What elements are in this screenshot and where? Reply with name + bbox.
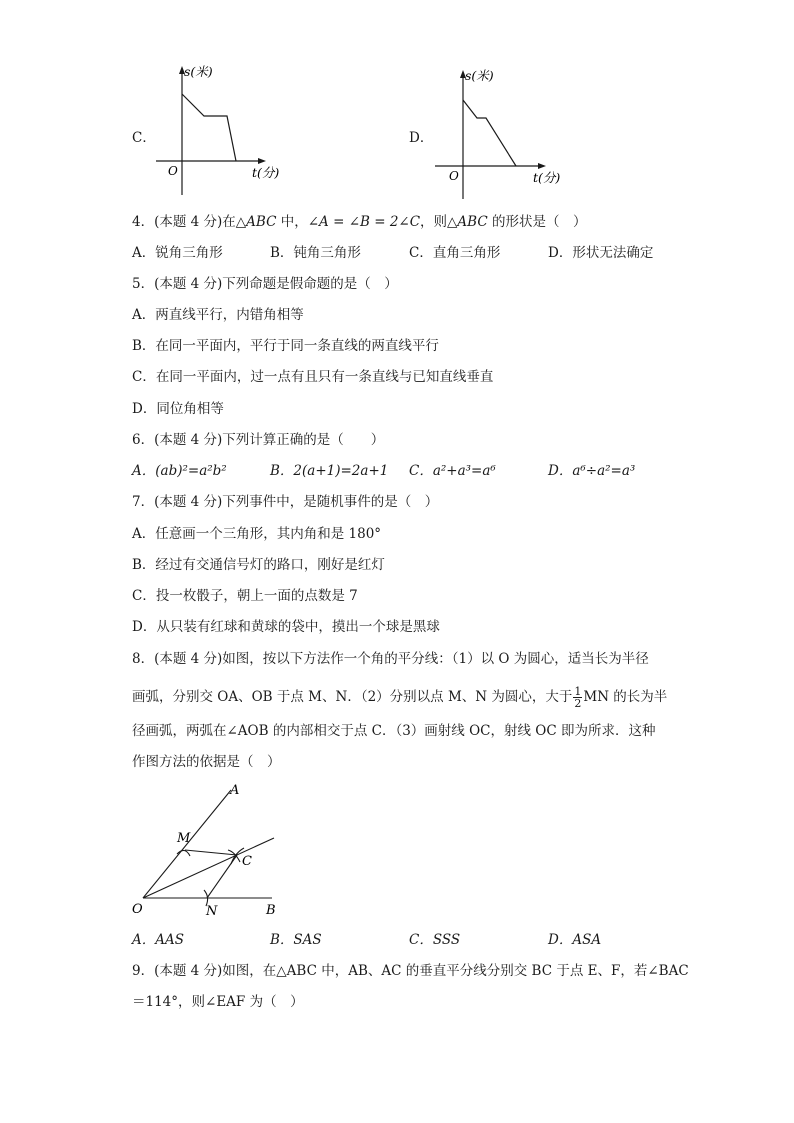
q7-option-a[interactable]: A．任意画一个三角形，其内角和是 180° <box>132 526 382 542</box>
graph-d-origin: O <box>449 169 459 183</box>
graph-d-ylabel: s(米) <box>465 68 494 83</box>
q7-option-c[interactable]: C．投一枚骰子，朝上一面的点数是 7 <box>132 588 358 604</box>
q4-option-b[interactable]: B．钝角三角形 <box>270 245 361 261</box>
q5-option-c[interactable]: C．在同一平面内，过一点有且只有一条直线与已知直线垂直 <box>132 369 494 385</box>
graph-c-ylabel: s(米) <box>184 64 213 79</box>
q7-option-d[interactable]: D．从只装有红球和黄球的袋中，摸出一个球是黑球 <box>132 619 440 635</box>
graph-c-label: C． <box>132 130 156 146</box>
q8-line-1: 8．(本题 4 分)如图，按以下方法作一个角的平分线：（1）以 O 为圆心，适当长为半径 <box>132 651 649 667</box>
q6-stem: 6．(本题 4 分)下列计算正确的是（ ） <box>132 432 385 448</box>
q8-line-3: 径画弧，两弧在∠AOB 的内部相交于点 C．（3）画射线 OC，射线 OC 即为所求．这种 <box>132 723 656 739</box>
label-n: N <box>206 904 218 919</box>
q7-option-b[interactable]: B．经过有交通信号灯的路口，刚好是红灯 <box>132 557 385 573</box>
q8-line-4: 作图方法的依据是（ ） <box>132 754 281 770</box>
graph-d-plot <box>409 64 569 204</box>
label-b: B <box>266 903 276 918</box>
q9-line-1: 9．(本题 4 分)如图，在△ABC 中，AB、AC 的垂直平分线分别交 BC 于点 E、F，若∠BAC <box>132 963 689 979</box>
graph-c-plot <box>132 60 292 200</box>
label-a: A <box>230 783 240 798</box>
label-c: C <box>242 854 252 869</box>
q6-option-b[interactable]: B．2(a+1)=2a+1 <box>270 463 389 479</box>
label-m: M <box>177 831 191 846</box>
q8-angle-bisector-figure <box>128 780 288 920</box>
q4-stem: 4．(本题 4 分)在△ABC 中，∠A = ∠B = 2∠C，则△ABC 的形状是（ ） <box>132 214 587 230</box>
q4-option-d[interactable]: D．形状无法确定 <box>548 245 654 261</box>
q8-option-d[interactable]: D．ASA <box>548 932 602 948</box>
q4-option-c[interactable]: C．直角三角形 <box>409 245 501 261</box>
graph-d <box>409 64 569 204</box>
q8-fraction: $\frac{1}{2}$ <box>574 685 582 710</box>
q8-option-b[interactable]: B．SAS <box>270 932 322 948</box>
q8-option-c[interactable]: C．SSS <box>409 932 461 948</box>
q5-option-b[interactable]: B．在同一平面内，平行于同一条直线的两直线平行 <box>132 338 439 354</box>
label-o: O <box>132 902 143 917</box>
q4-option-a[interactable]: A．锐角三角形 <box>132 245 223 261</box>
q6-option-d[interactable]: D．a⁶÷a²=a³ <box>548 463 636 479</box>
graph-c-origin: O <box>168 164 178 178</box>
graph-c-xlabel: t(分) <box>252 165 280 180</box>
q6-option-a[interactable]: A．(ab)²=a²b² <box>132 463 227 479</box>
q7-stem: 7．(本题 4 分)下列事件中，是随机事件的是（ ） <box>132 494 439 510</box>
q5-option-d[interactable]: D．同位角相等 <box>132 401 224 417</box>
graph-c <box>132 60 292 200</box>
q5-stem: 5．(本题 4 分)下列命题是假命题的是（ ） <box>132 276 398 292</box>
ray-oc <box>143 838 274 898</box>
q5-option-a[interactable]: A．两直线平行，内错角相等 <box>132 307 304 323</box>
q6-option-c[interactable]: C．a²+a³=a⁶ <box>409 463 496 479</box>
q8-line-2: 画弧，分别交 OA、OB 于点 M、N．（2）分别以点 M、N 为圆心，大于 $\frac{1}{2}$ MN 的长为半 <box>132 685 668 710</box>
q9-line-2: ＝114°，则∠EAF 为（ ） <box>132 994 304 1010</box>
graph-d-xlabel: t(分) <box>533 170 561 185</box>
graph-d-label: D． <box>409 130 434 146</box>
q8-option-a[interactable]: A．AAS <box>132 932 184 948</box>
